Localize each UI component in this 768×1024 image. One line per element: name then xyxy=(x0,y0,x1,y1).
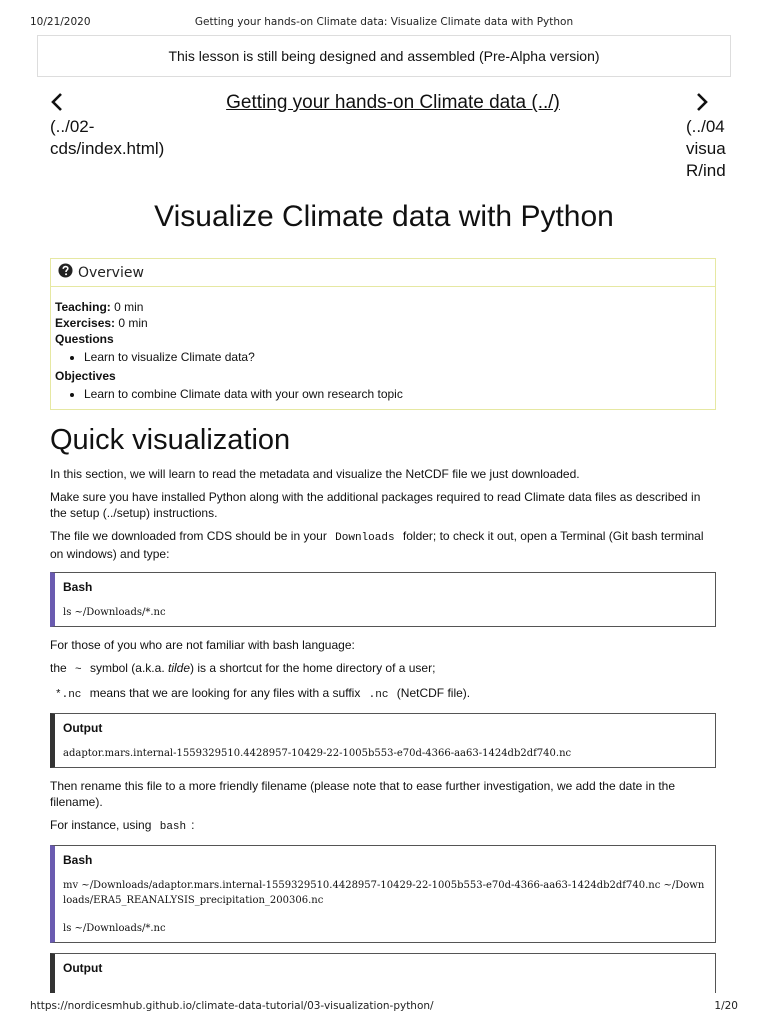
previous-link-line-2: cds/index.html) xyxy=(50,139,165,158)
question-circle-icon xyxy=(58,263,73,282)
code-content[interactable]: ls ~/Downloads/*.nc xyxy=(63,607,166,618)
code-block-title: Bash xyxy=(63,853,93,867)
inline-code: .nc xyxy=(368,689,389,701)
paragraph: For those of you who are not familiar with bash language: xyxy=(50,638,355,652)
overview-box xyxy=(50,258,716,410)
exercises-value: 0 min xyxy=(115,316,148,330)
code-block-title: Bash xyxy=(63,580,93,594)
chevron-right-icon xyxy=(686,92,736,116)
list-item: • Learn to combine Climate data with your own research topic xyxy=(84,386,715,402)
lesson-home-link-wrap xyxy=(50,92,736,114)
inline-code: Downloads xyxy=(335,532,395,544)
previous-link-line-1: (../02- xyxy=(50,117,95,136)
paragraph: The file we downloaded from CDS should be in your Downloads folder; to check it out, open a Terminal (Git bash terminal on windows) and type: xyxy=(50,529,704,561)
teaching-label: Teaching: xyxy=(55,300,111,314)
lesson-content xyxy=(50,466,720,1003)
inline-code: bash xyxy=(159,821,187,833)
next-link-line-3: R/ind xyxy=(686,161,726,180)
exercises-time xyxy=(55,315,715,331)
output-code-block xyxy=(50,953,716,993)
paragraph: Then rename this file to a more friendly filename (please note that to ease further investigation, we add the date in the filename). xyxy=(50,779,676,809)
paragraph: In this section, we will learn to read the metadata and visualize the NetCDF file we just downloaded. xyxy=(50,467,580,481)
inline-code: ~ xyxy=(75,664,82,676)
overview-heading: Overview xyxy=(78,264,144,281)
exercises-label: Exercises: xyxy=(55,316,116,330)
print-url: https://nordicesmhub.github.io/climate-data-tutorial/03-visualization-python/ xyxy=(30,1000,434,1012)
print-date: 10/21/2020 xyxy=(30,16,91,28)
paragraph: the ~ symbol (a.k.a. tilde) is a shortcut for the home directory of a user; xyxy=(50,661,436,676)
code-block-title: Output xyxy=(63,961,103,975)
questions-heading: Questions xyxy=(55,332,114,346)
teaching-time xyxy=(55,299,715,315)
overview-header xyxy=(51,259,715,287)
bash-code-block xyxy=(50,845,716,943)
inline-code: *.nc xyxy=(55,689,82,701)
next-episode-link[interactable] xyxy=(686,92,736,182)
paragraph: For instance, using bash : xyxy=(50,818,195,833)
page-number: 1/20 xyxy=(714,1000,738,1012)
questions-list xyxy=(55,349,715,365)
page-title: Visualize Climate data with Python xyxy=(154,200,614,233)
objectives-heading: Objectives xyxy=(55,369,116,383)
lesson-home-link[interactable]: Getting your hands-on Climate data (../) xyxy=(226,92,560,113)
bash-code-block xyxy=(50,572,716,627)
print-footer xyxy=(30,1000,738,1014)
paragraph: Make sure you have installed Python along with the additional packages required to read Climate data files as described in the setup (../setup) instructions. xyxy=(50,490,701,520)
pre-alpha-banner: This lesson is still being designed and assembled (Pre-Alpha version) xyxy=(37,35,731,77)
overview-body xyxy=(51,287,715,402)
next-link-line-1: (../04 xyxy=(686,117,725,136)
output-code-block xyxy=(50,713,716,768)
objectives-list xyxy=(55,386,715,402)
code-content[interactable]: ls ~/Downloads/*.nc xyxy=(63,923,166,934)
section-heading: Quick visualization xyxy=(50,424,291,456)
print-header xyxy=(30,16,738,30)
lesson-navigation xyxy=(50,92,736,182)
teaching-value: 0 min xyxy=(110,300,144,314)
code-content[interactable]: adaptor.mars.internal-1559329510.4428957-10429-22-1005b553-e70d-4366-aa63-1424db2df740.nc xyxy=(63,748,572,759)
code-content[interactable]: mv ~/Downloads/adaptor.mars.internal-1559329510.4428957-10429-22-1005b553-e70d-4366-aa63-1424db2df740.nc ~/Downloads/ERA5_REANALYSIS_precipitation_200306.nc xyxy=(63,880,705,906)
paragraph: *.nc means that we are looking for any files with a suffix .nc (NetCDF file). xyxy=(50,685,720,703)
code-block-title: Output xyxy=(63,721,103,735)
list-item: • Learn to visualize Climate data? xyxy=(84,349,715,365)
print-document-title: Getting your hands-on Climate data: Visualize Climate data with Python xyxy=(194,16,574,28)
next-link-line-2: visua xyxy=(686,139,726,158)
